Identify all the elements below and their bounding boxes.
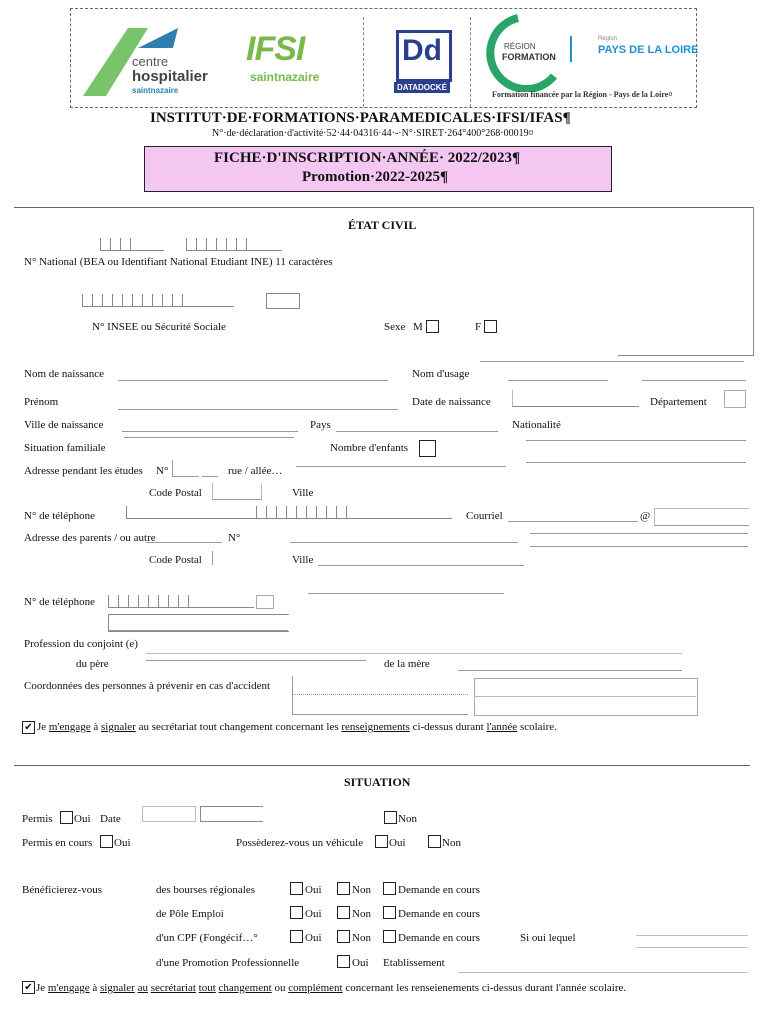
permis-label: Permis xyxy=(22,813,53,825)
code-postal-field[interactable] xyxy=(212,483,262,500)
coordonnees-label: Coordonnées des personnes à prévenir en cas d'accident xyxy=(24,680,271,692)
promotion-pro-oui-label: Oui xyxy=(352,957,369,969)
ville2-label: Ville xyxy=(292,554,314,566)
coordonnees-field[interactable] xyxy=(292,676,469,714)
permis-date-label: Date xyxy=(100,813,121,825)
courriel-domain-field[interactable] xyxy=(654,508,749,526)
situation-familiale-field[interactable] xyxy=(124,437,294,438)
nom-naissance-label: Nom de naissance xyxy=(24,368,105,380)
bourses-non-label: Non xyxy=(352,884,371,896)
permis-date-field-a[interactable] xyxy=(142,806,196,822)
ch-line-1: centre xyxy=(132,54,169,69)
permis-non-checkbox[interactable] xyxy=(384,811,397,824)
telephone-label: N° de téléphone xyxy=(24,510,95,522)
bourses-non-checkbox[interactable] xyxy=(337,882,350,895)
datadocke-logo-sub: DATADOCKÉ xyxy=(394,82,450,93)
date-naissance-label: Date de naissance xyxy=(412,396,491,408)
code-postal2-field[interactable] xyxy=(212,551,214,565)
pole-emploi-non-label: Non xyxy=(352,908,371,920)
vehicule-oui-label: Oui xyxy=(389,837,406,849)
bourses-demande-label: Demande en cours xyxy=(398,884,480,896)
coordonnees-field-b[interactable] xyxy=(474,678,698,716)
permis-date-field-b[interactable] xyxy=(200,806,263,822)
ifsi-logo-text: IFSI xyxy=(246,30,305,68)
insee-label: N° INSEE ou Sécurité Sociale xyxy=(92,321,226,333)
promotion-pro-label: d'une Promotion Professionnelle xyxy=(156,957,300,969)
cpf-oui-checkbox[interactable] xyxy=(290,930,303,943)
code-postal-label: Code Postal xyxy=(149,487,202,499)
region-formation-logo xyxy=(478,14,570,92)
adresse-numero-field[interactable] xyxy=(172,460,199,477)
permis-en-cours-oui: Oui xyxy=(114,837,131,849)
permis-en-cours-label: Permis en cours xyxy=(22,837,93,849)
ville-label: Ville xyxy=(292,487,314,499)
prenom-field[interactable] xyxy=(118,409,398,410)
adresse-parents-label: Adresse des parents / ou autre xyxy=(24,532,156,544)
situation-top-rule xyxy=(14,765,750,766)
fiche-promotion: Promotion·2022-2025¶ xyxy=(302,169,449,185)
cpf-demande-label: Demande en cours xyxy=(398,932,480,944)
beneficierez-label: Bénéficierez-vous xyxy=(22,884,103,896)
vehicule-non-label: Non xyxy=(442,837,461,849)
pays-text: PAYS DE LA LOIRE xyxy=(598,44,699,56)
ville-naissance-field[interactable] xyxy=(122,431,298,432)
si-oui-field[interactable] xyxy=(636,935,748,936)
region-caption: Formation financée par la Région - Pays de la Loire¤ xyxy=(492,90,673,99)
etablissement-label: Etablissement xyxy=(383,957,445,969)
region-formation-top: RÉGION xyxy=(504,42,536,51)
profession-pere-label: du père xyxy=(76,658,109,670)
engagement-checkbox-1[interactable]: ✔ xyxy=(22,721,35,734)
engagement-text-2: Je m'engage à signaler au secrétariat tout changement ou complément concernant les renseienements ci-dessus durant l'année scolaire. xyxy=(36,982,627,994)
rue-field[interactable] xyxy=(296,466,506,467)
profession-mere-label: de la mère xyxy=(384,658,430,670)
institut-title: INSTITUT·DE·FORMATIONS·PARAMEDICALES·IFSI/IFAS¶ xyxy=(150,110,571,126)
nom-usage-field[interactable] xyxy=(508,380,608,381)
bourses-oui-checkbox[interactable] xyxy=(290,882,303,895)
sexe-m-label: M xyxy=(413,321,423,333)
telephone2-label: N° de téléphone xyxy=(24,596,95,608)
adresse-numero-label: N° xyxy=(156,465,169,477)
cpf-oui-label: Oui xyxy=(305,932,322,944)
nationalite-field[interactable] xyxy=(526,440,746,441)
permis-oui-checkbox[interactable] xyxy=(60,811,73,824)
ch-line-2: hospitalier xyxy=(132,68,208,85)
national-number-boxes-a[interactable] xyxy=(100,238,164,251)
permis-en-cours-checkbox[interactable] xyxy=(100,835,113,848)
cpf-non-label: Non xyxy=(352,932,371,944)
engagement-checkbox-2[interactable]: ✔ xyxy=(22,981,35,994)
pole-emploi-demande-checkbox[interactable] xyxy=(383,906,396,919)
ville2-field[interactable] xyxy=(318,565,524,566)
pole-emploi-label: de Pôle Emploi xyxy=(156,908,224,920)
cpf-non-checkbox[interactable] xyxy=(337,930,350,943)
fiche-title: FICHE·D'INSCRIPTION·ANNÉE· 2022/2023¶ xyxy=(214,150,521,166)
sexe-f-checkbox[interactable] xyxy=(484,320,497,333)
nombre-enfants-label: Nombre d'enfants xyxy=(330,442,409,454)
situation-title: SITUATION xyxy=(344,775,411,789)
nom-usage-label: Nom d'usage xyxy=(412,368,470,380)
adresse-parents-field[interactable] xyxy=(146,542,222,543)
datadocke-logo-text: Dd xyxy=(402,34,442,67)
code-postal2-label: Code Postal xyxy=(149,554,202,566)
etat-civil-top-rule xyxy=(14,207,754,208)
permis-non-label: Non xyxy=(398,813,417,825)
vehicule-label: Possèderez-vous un véhicule xyxy=(236,837,364,849)
rue-label: rue / allée… xyxy=(228,465,283,477)
profession-mere-field[interactable] xyxy=(458,670,682,671)
adresse-parents-numero: N° xyxy=(228,532,241,544)
nationalite-label: Nationalité xyxy=(512,419,561,431)
sexe-m-checkbox[interactable] xyxy=(426,320,439,333)
etat-civil-right-bottom xyxy=(618,355,754,356)
pole-emploi-oui-checkbox[interactable] xyxy=(290,906,303,919)
bourses-oui-label: Oui xyxy=(305,884,322,896)
courriel-label: Courriel xyxy=(466,510,503,522)
engagement-text-1: Je m'engage à signaler au secrétariat tout changement concernant les renseignements ci-dessus durant l'année scolaire. xyxy=(37,721,557,733)
adresse-etudes-label: Adresse pendant les études xyxy=(24,465,143,477)
sexe-f-label: F xyxy=(475,321,482,333)
nom-naissance-field[interactable] xyxy=(118,380,388,381)
promotion-pro-oui-checkbox[interactable] xyxy=(337,955,350,968)
nombre-enfants-field[interactable] xyxy=(419,440,436,457)
national-number-label: N° National (BEA ou Identifiant National Etudiant INE) 11 caractères xyxy=(24,256,333,268)
courriel-field[interactable] xyxy=(508,521,638,522)
ifsi-logo-sub: saintnazaire xyxy=(250,70,320,84)
pole-emploi-non-checkbox[interactable] xyxy=(337,906,350,919)
permis-oui-label: Oui xyxy=(74,813,91,825)
vehicule-oui-checkbox[interactable] xyxy=(375,835,388,848)
cpf-demande-checkbox[interactable] xyxy=(383,930,396,943)
departement-label: Département xyxy=(650,396,707,408)
telephone2-field[interactable] xyxy=(108,595,254,608)
etat-civil-title: ÉTAT CIVIL xyxy=(348,218,417,232)
region-formation-main: FORMATION xyxy=(502,52,556,62)
datadocke-logo xyxy=(380,20,460,102)
date-naissance-field[interactable] xyxy=(512,390,639,407)
prenom-label: Prénom xyxy=(24,396,59,408)
ch-line-3: saintnazaire xyxy=(132,86,179,95)
si-oui-label: Si oui lequel xyxy=(520,932,576,944)
etat-civil-right-rule xyxy=(753,207,754,355)
profession-conjoint-label: Profession du conjoint (e) xyxy=(24,638,138,650)
bourses-label: des bourses régionales xyxy=(156,884,255,896)
pole-emploi-demande-label: Demande en cours xyxy=(398,908,480,920)
vehicule-non-checkbox[interactable] xyxy=(428,835,441,848)
insee-key-boxes[interactable] xyxy=(266,293,300,309)
pays-field[interactable] xyxy=(336,431,498,432)
national-number-boxes-b[interactable] xyxy=(186,238,282,251)
cpf-label: d'un CPF (Fongécif…° xyxy=(156,932,258,944)
courriel-at: @ xyxy=(640,510,651,522)
bourses-demande-checkbox[interactable] xyxy=(383,882,396,895)
departement-field[interactable] xyxy=(724,390,746,408)
telephone-field[interactable] xyxy=(126,506,452,519)
declaration-line: N°·de·déclaration·d'activité·52·44·04316·44·-·N°·SIRET·264°400°268·00019¤ xyxy=(212,128,534,139)
pole-emploi-oui-label: Oui xyxy=(305,908,322,920)
profession-pere-field[interactable] xyxy=(146,660,366,661)
situation-familiale-label: Situation familiale xyxy=(24,442,106,454)
etablissement-field[interactable] xyxy=(458,972,748,973)
sexe-label: Sexe xyxy=(384,321,406,333)
insee-number-boxes[interactable] xyxy=(82,294,234,307)
ville-naissance-label: Ville de naissance xyxy=(24,419,104,431)
centre-hospitalier-logo xyxy=(78,18,218,98)
pays-small: Région xyxy=(598,36,618,42)
pays-label: Pays xyxy=(310,419,331,431)
